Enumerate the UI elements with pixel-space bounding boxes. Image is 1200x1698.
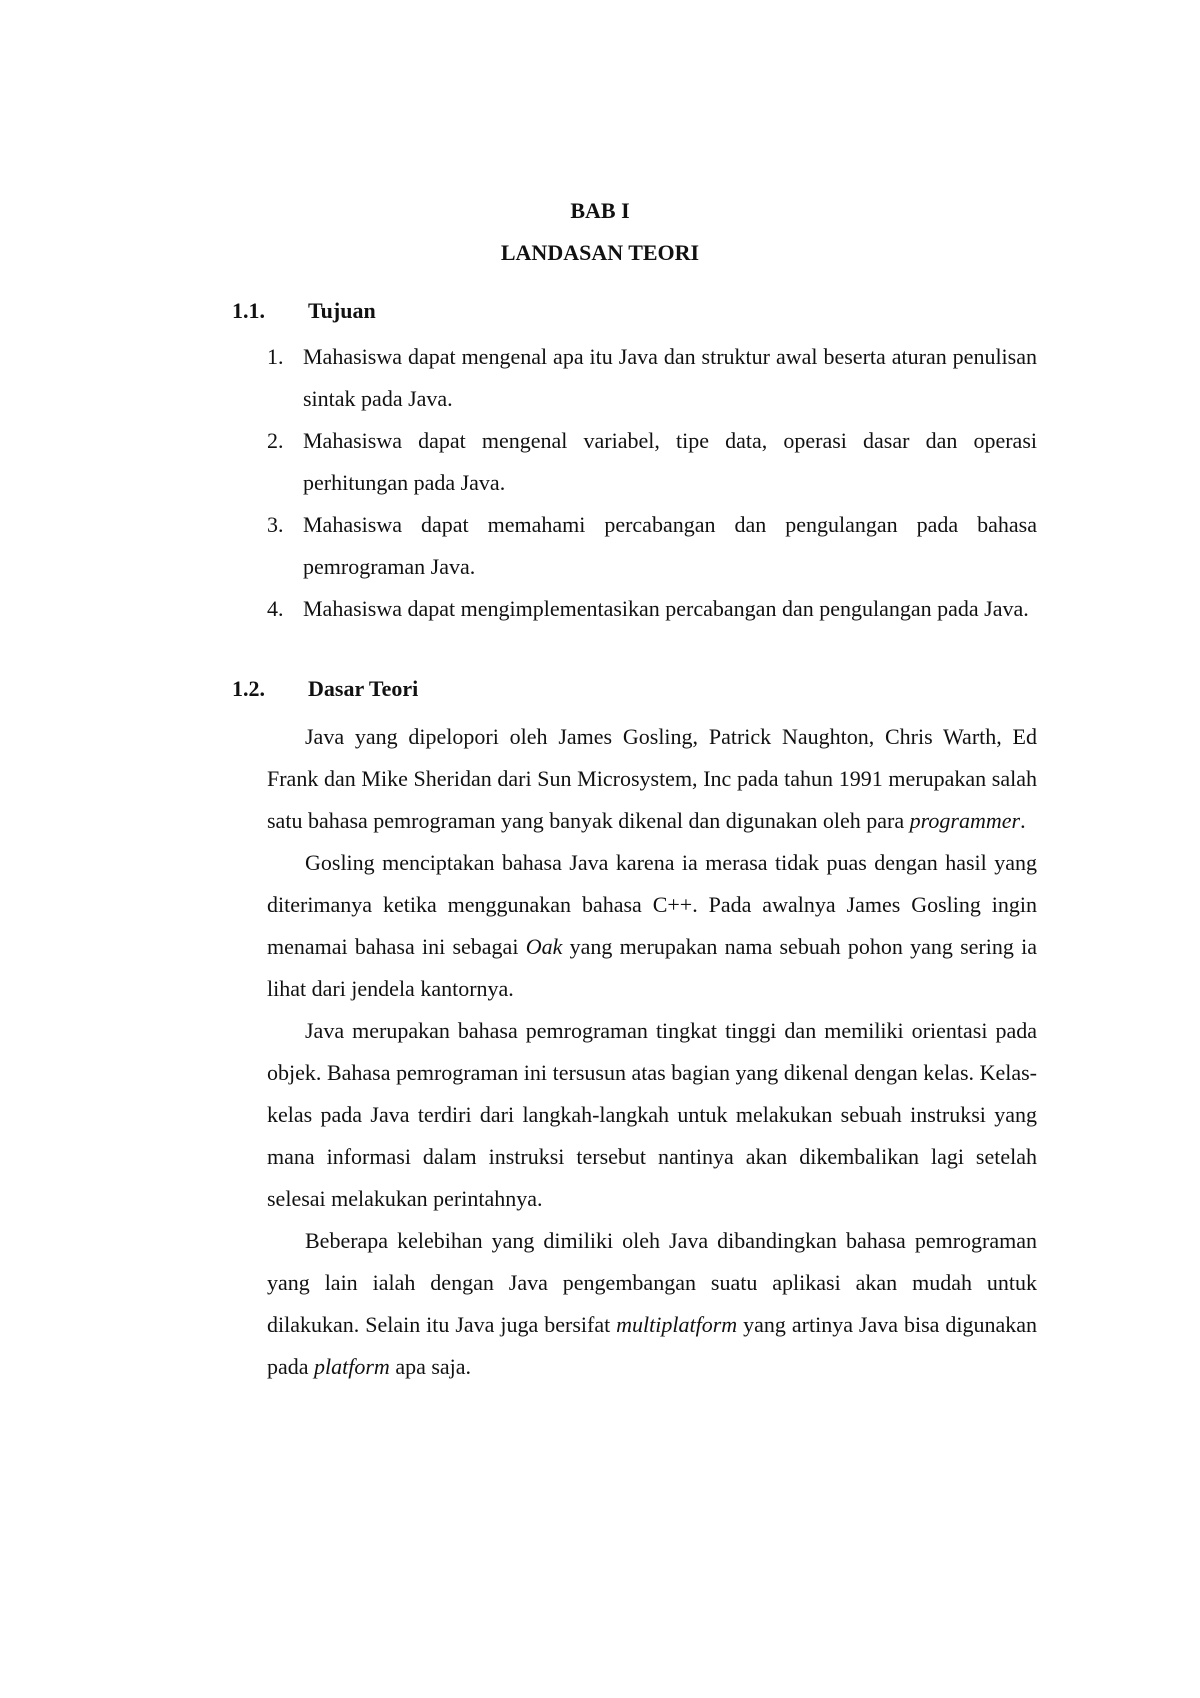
paragraph-1	[267, 716, 1037, 842]
list-marker: 3.	[267, 512, 284, 537]
list-item	[267, 504, 1037, 588]
paragraph-2	[267, 842, 1037, 1010]
list-item-text: Mahasiswa dapat mengenal apa itu Java dan struktur awal beserta aturan penulisan sintak pada Java.	[303, 344, 1037, 411]
paragraph-text: Java yang dipelopori oleh James Gosling, Patrick Naughton, Chris Warth, Ed Frank dan Mike Sheridan dari Sun Microsystem, Inc pada tahun 1991 merupakan salah satu bahasa pemrograman yang banyak dikenal dan digunakan oleh para	[267, 724, 1037, 833]
paragraph-text: yang merupakan nama sebuah pohon yang sering ia lihat dari jendela kantornya.	[267, 934, 1037, 1001]
list-marker: 2.	[267, 428, 284, 453]
paragraph-3: Java merupakan bahasa pemrograman tingkat tinggi dan memiliki orientasi pada objek. Bahasa pemrograman ini tersusun atas bagian yang dikenal dengan kelas. Kelas-kelas pada Java terdiri dari langkah-langkah untuk melakukan sebuah instruksi yang mana informasi dalam instruksi tersebut nantinya akan dikembalikan lagi setelah selesai melakukan perintahnya.	[267, 1018, 1037, 1211]
section-number: 1.2.	[232, 676, 265, 701]
paragraph-text: .	[1020, 808, 1026, 833]
list-item	[267, 336, 1037, 420]
italic-term: Oak	[525, 934, 563, 959]
section-title: Dasar Teori	[308, 676, 419, 701]
list-marker: 4.	[267, 596, 284, 621]
section-title: Tujuan	[308, 298, 376, 323]
objectives-list	[267, 336, 1037, 630]
italic-term: platform	[314, 1354, 390, 1379]
section-number: 1.1.	[232, 298, 265, 323]
list-item-text: Mahasiswa dapat memahami percabangan dan pengulangan pada bahasa pemrograman Java.	[303, 512, 1037, 579]
section-heading-tujuan	[232, 296, 376, 326]
section-body	[267, 716, 1037, 1388]
paragraph-text: Beberapa kelebihan yang dimiliki oleh Java dibandingkan bahasa pemrograman yang lain ialah dengan Java pengembangan suatu aplikasi akan mudah untuk dilakukan. Selain itu Java juga bersifat	[267, 1228, 1037, 1337]
italic-term: multiplatform	[616, 1312, 738, 1337]
list-item	[267, 420, 1037, 504]
section-heading-dasar-teori	[232, 674, 418, 704]
paragraph-text: apa saja.	[389, 1354, 472, 1379]
chapter-title: LANDASAN TEORI	[500, 240, 700, 265]
italic-term: programmer	[909, 808, 1021, 833]
list-item-text: Mahasiswa dapat mengimplementasikan percabangan dan pengulangan pada Java.	[303, 596, 1029, 621]
chapter-heading: BAB I	[570, 198, 630, 223]
list-marker: 1.	[267, 344, 284, 369]
paragraph-4	[267, 1220, 1037, 1388]
list-item	[267, 588, 1037, 630]
paragraph-text: Gosling menciptakan bahasa Java karena ia merasa tidak puas dengan hasil yang diterimanya ketika menggunakan bahasa C++. Pada awalnya James Gosling ingin menamai bahasa ini sebagai	[267, 850, 1037, 959]
paragraph-text: yang artinya Java bisa digunakan pada	[267, 1312, 1038, 1379]
list-item-text: Mahasiswa dapat mengenal variabel, tipe data, operasi dasar dan operasi perhitungan pada Java.	[303, 428, 1037, 495]
